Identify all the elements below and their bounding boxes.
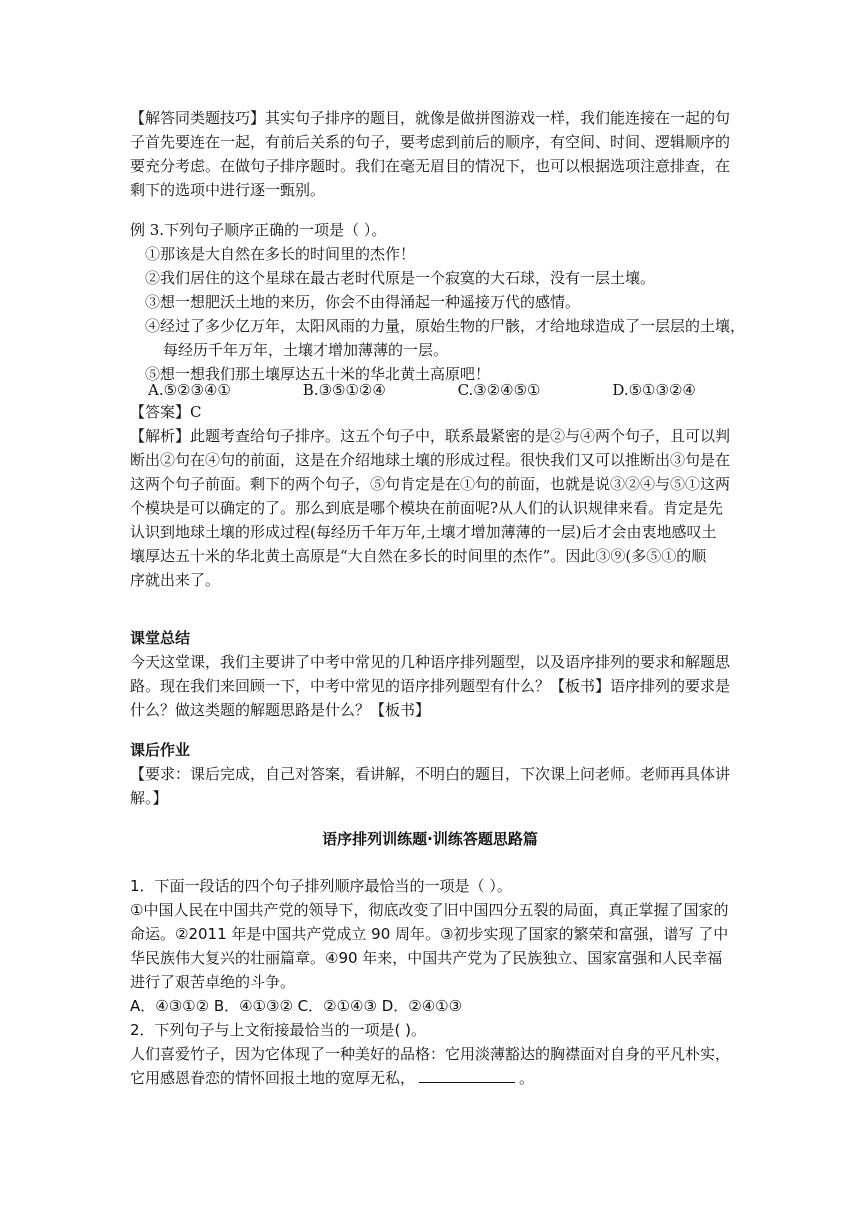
summary-line: 路。现在我们来回顾一下，中考中常见的语序排列题型有什么？【板书】语序排列的要求是 [130, 677, 731, 695]
q1-line: 1．下面一段话的四个句子排列顺序最恰当的一项是（ ）。 [130, 877, 512, 895]
q2-last-line [130, 1066, 730, 1090]
summary-line: 什么？做这类题的解题思路是什么？【板书】 [130, 701, 431, 719]
analysis-line: 壤厚达五十米的华北黄土高原是“大自然在多长的时间里的杰作”。因此③⑨(多⑤①的顺 [130, 547, 707, 565]
tips-line: 要充分考虑。在做句子排序题时。我们在毫无眉目的情况下，也可以根据选项注意排查，在 [130, 157, 731, 175]
example3-item: ①那该是大自然在多长的时间里的杰作！ [145, 245, 416, 263]
homework-heading: 课后作业 [130, 741, 191, 759]
example3-item: ③想一想肥沃土地的来历，你会不由得涌起一种遥接万代的感情。 [145, 293, 581, 311]
example3-options [148, 378, 748, 402]
analysis-line: 断出②句在④句的前面，这是在介绍地球土壤的形成过程。很快我们又可以推断出③句是在 [130, 451, 731, 469]
q1-options: A．④③①② B．④①③② C．②①④③ D．②④①③ [130, 997, 463, 1015]
summary-heading: 课堂总结 [130, 629, 191, 647]
tips-paragraph [130, 106, 730, 202]
example3-question: 例 3.下列句子顺序正确的一项是（ ）。 [130, 221, 387, 239]
homework-line: 【要求：课后完成，自己对答案，看讲解，不明白的题目，下次课上问老师。老师再具体讲 [130, 765, 731, 783]
analysis-line: 这两个句子前面。剩下的两个句子，⑤句肯定是在①句的前面，也就是说③②④与⑤①这两 [130, 475, 731, 493]
option-a: A.⑤②③④① [148, 381, 231, 399]
analysis-line: 个模块是可以确定的了。那么到底是哪个模块在前面呢?从人们的认识规律来看。肯定是先 [130, 499, 724, 517]
example3-item: ④经过了多少亿万年，太阳风雨的力量，原始生物的尸骸，才给地球造成了一层层的土壤， [145, 317, 746, 335]
q2-line: 人们喜爱竹子，因为它体现了一种美好的品格：它用淡薄豁达的胸襟面对自身的平凡朴实， [130, 1045, 731, 1063]
homework-line: 解。】 [130, 789, 168, 807]
example3-item: 每经历千年万年，土壤才增加薄薄的一层。 [163, 341, 449, 359]
q1-line: 进行了艰苦卓绝的斗争。 [130, 973, 296, 991]
analysis-line: 认识到地球土壤的形成过程(每经历千年万年,土壤才增加薄薄的一层)后才会由衷地感叹土 [130, 523, 717, 541]
tips-line: 子首先要连在一起，有前后关系的句子，要考虑到前后的顺序，有空间、时间、逻辑顺序的 [130, 133, 731, 151]
q2-line: 2．下列句子与上文衔接最恰当的一项是( )。 [130, 1021, 427, 1039]
answer-blank[interactable] [419, 1068, 515, 1083]
option-b: B.③⑤①②④ [302, 381, 386, 399]
summary-paragraph [130, 650, 730, 722]
option-d: D.⑤①③②④ [612, 381, 696, 399]
tips-line: 【解答同类题技巧】其实句子排序的题目，就像是做拼图游戏一样，我们能连接在一起的句 [130, 109, 731, 127]
q1-line: 命运。②2011 年是中国共产党成立 90 周年。③初步实现了国家的繁荣和富强，谱写 了中 [130, 925, 729, 943]
analysis-line: 序就出来了。 [130, 571, 221, 589]
option-c: C.③②④⑤① [457, 381, 541, 399]
example3-items [145, 242, 745, 386]
exercise-title: 语序排列训练题·训练答题思路篇 [322, 830, 538, 848]
homework-paragraph [130, 762, 730, 810]
example3-item: ⑤想一想我们那土壤厚达五十米的华北黄土高原吧！ [145, 365, 491, 383]
tips-line: 剩下的选项中进行逐一甄别。 [130, 181, 326, 199]
example3-answer: 【答案】C [130, 403, 202, 421]
q1-line: 华民族伟大复兴的壮丽篇章。④90 年来，中国共产党为了民族独立、国家富强和人民幸福 [130, 949, 723, 967]
summary-line: 今天这堂课，我们主要讲了中考中常见的几种语序排列题型，以及语序排列的要求和解题思 [130, 653, 731, 671]
q2-last-line-end: 。 [519, 1069, 535, 1087]
question-2 [130, 1018, 730, 1090]
example3-analysis [130, 424, 730, 592]
q1-line: ①中国人民在中国共产党的领导下，彻底改变了旧中国四分五裂的局面，真正掌握了国家的 [130, 901, 729, 919]
question-1 [130, 874, 730, 1018]
example3-item: ②我们居住的这个星球在最古老时代原是一个寂寞的大石球，没有一层土壤。 [145, 269, 656, 287]
analysis-line: 【解析】此题考查给句子排序。这五个句子中，联系最紧密的是②与④两个句子，且可以判 [130, 427, 731, 445]
q2-last-line-text: 它用感恩眷恋的情怀回报土地的宽厚无私， [130, 1069, 416, 1087]
